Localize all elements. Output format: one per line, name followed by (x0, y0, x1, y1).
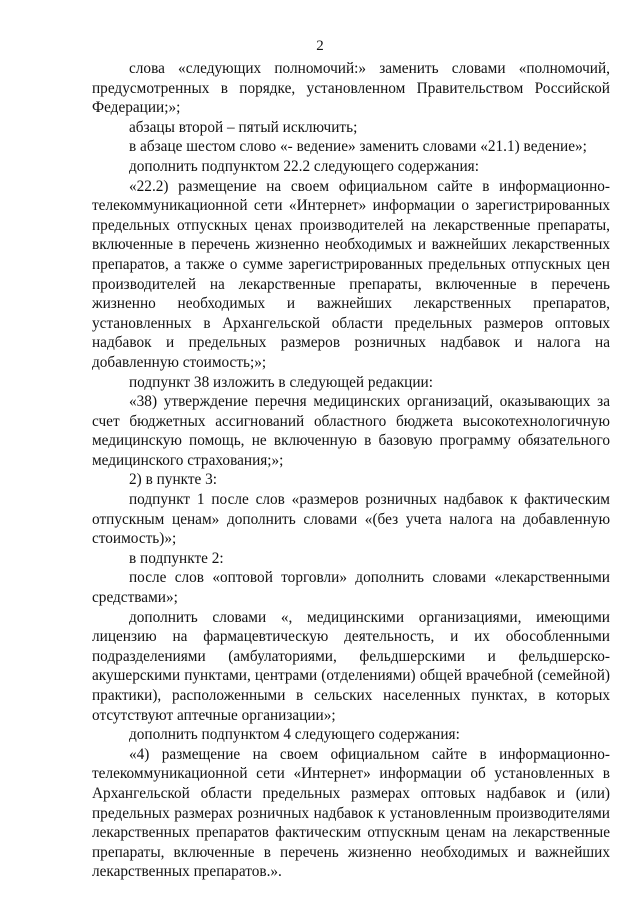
paragraph: «38) утверждение перечня медицинских организаций, оказывающих за счет бюджетных ассигнований областного бюджета высокотехнологичную медицинскую помощь, не включенную в базовую программу обязательного медицинского страхования;»; (92, 393, 610, 469)
paragraph: в подпункте 2: (129, 549, 224, 567)
paragraph: слова «следующих полномочий:» заменить словами «полномочий, предусмотренных в порядке, установленном Правительством Российской Федерации;»; (92, 60, 610, 117)
paragraph: дополнить словами «, медицинскими организациями, имеющими лицензию на фармацевтическую деятельность, и их обособленными подразделениями (амбулаториями, фельдшерскими и фельдшерско-акушерскими пунктами, центрами (отделениями) общей врачебной (семейной) практики), расположенными в сельских населенных пунктах, в которых отсутствуют аптечные организации»; (92, 608, 610, 724)
paragraph: «22.2) размещение на своем официальном сайте в информационно-телекоммуникационной сети «Интернет» информации о зарегистрированных предельных отпускных ценах производителей на лекарственные препараты, включенные в перечень жизненно необходимых и важнейших лекарственных препаратов, а также о сумме зарегистрированных предельных отпускных цен производителей на лекарственные препараты, включенные в перечень жизненно необходимых и важнейших лекарственных препаратов, установленных в Архангельской области предельных размеров оптовых надбавок и предельных размеров розничных надбавок и налога на добавленную стоимость;»; (92, 177, 610, 371)
paragraph: подпункт 1 после слов «размеров розничных надбавок к фактическим отпускным ценам» дополнить словами «(без учета налога на добавленную стоимость)»; (92, 491, 610, 548)
paragraph: дополнить подпунктом 22.2 следующего содержания: (129, 157, 479, 175)
paragraph: подпункт 38 изложить в следующей редакции: (129, 373, 433, 391)
paragraph: дополнить подпунктом 4 следующего содержания: (129, 726, 460, 744)
paragraph: после слов «оптовой торговли» дополнить словами «лекарственными средствами»; (92, 569, 610, 607)
paragraph: «4) размещение на своем официальном сайте в информационно-телекоммуникационной сети «Интернет» информации об установленных в Архангельской области предельных размерах оптовых надбавок и (или) предельных размерах розничных надбавок к установленным производителями лекарственных препаратов фактическим отпускным ценам на лекарственные препараты, включенные в перечень жизненно необходимых и важнейших лекарственных препаратов.». (92, 745, 610, 881)
paragraph: в абзаце шестом слово «- ведение» заменить словами «21.1) ведение»; (129, 138, 587, 156)
paragraph: абзацы второй – пятый исключить; (129, 118, 358, 136)
page-number: 2 (316, 38, 324, 54)
paragraph: 2) в пункте 3: (129, 471, 218, 489)
document-body (92, 59, 610, 882)
